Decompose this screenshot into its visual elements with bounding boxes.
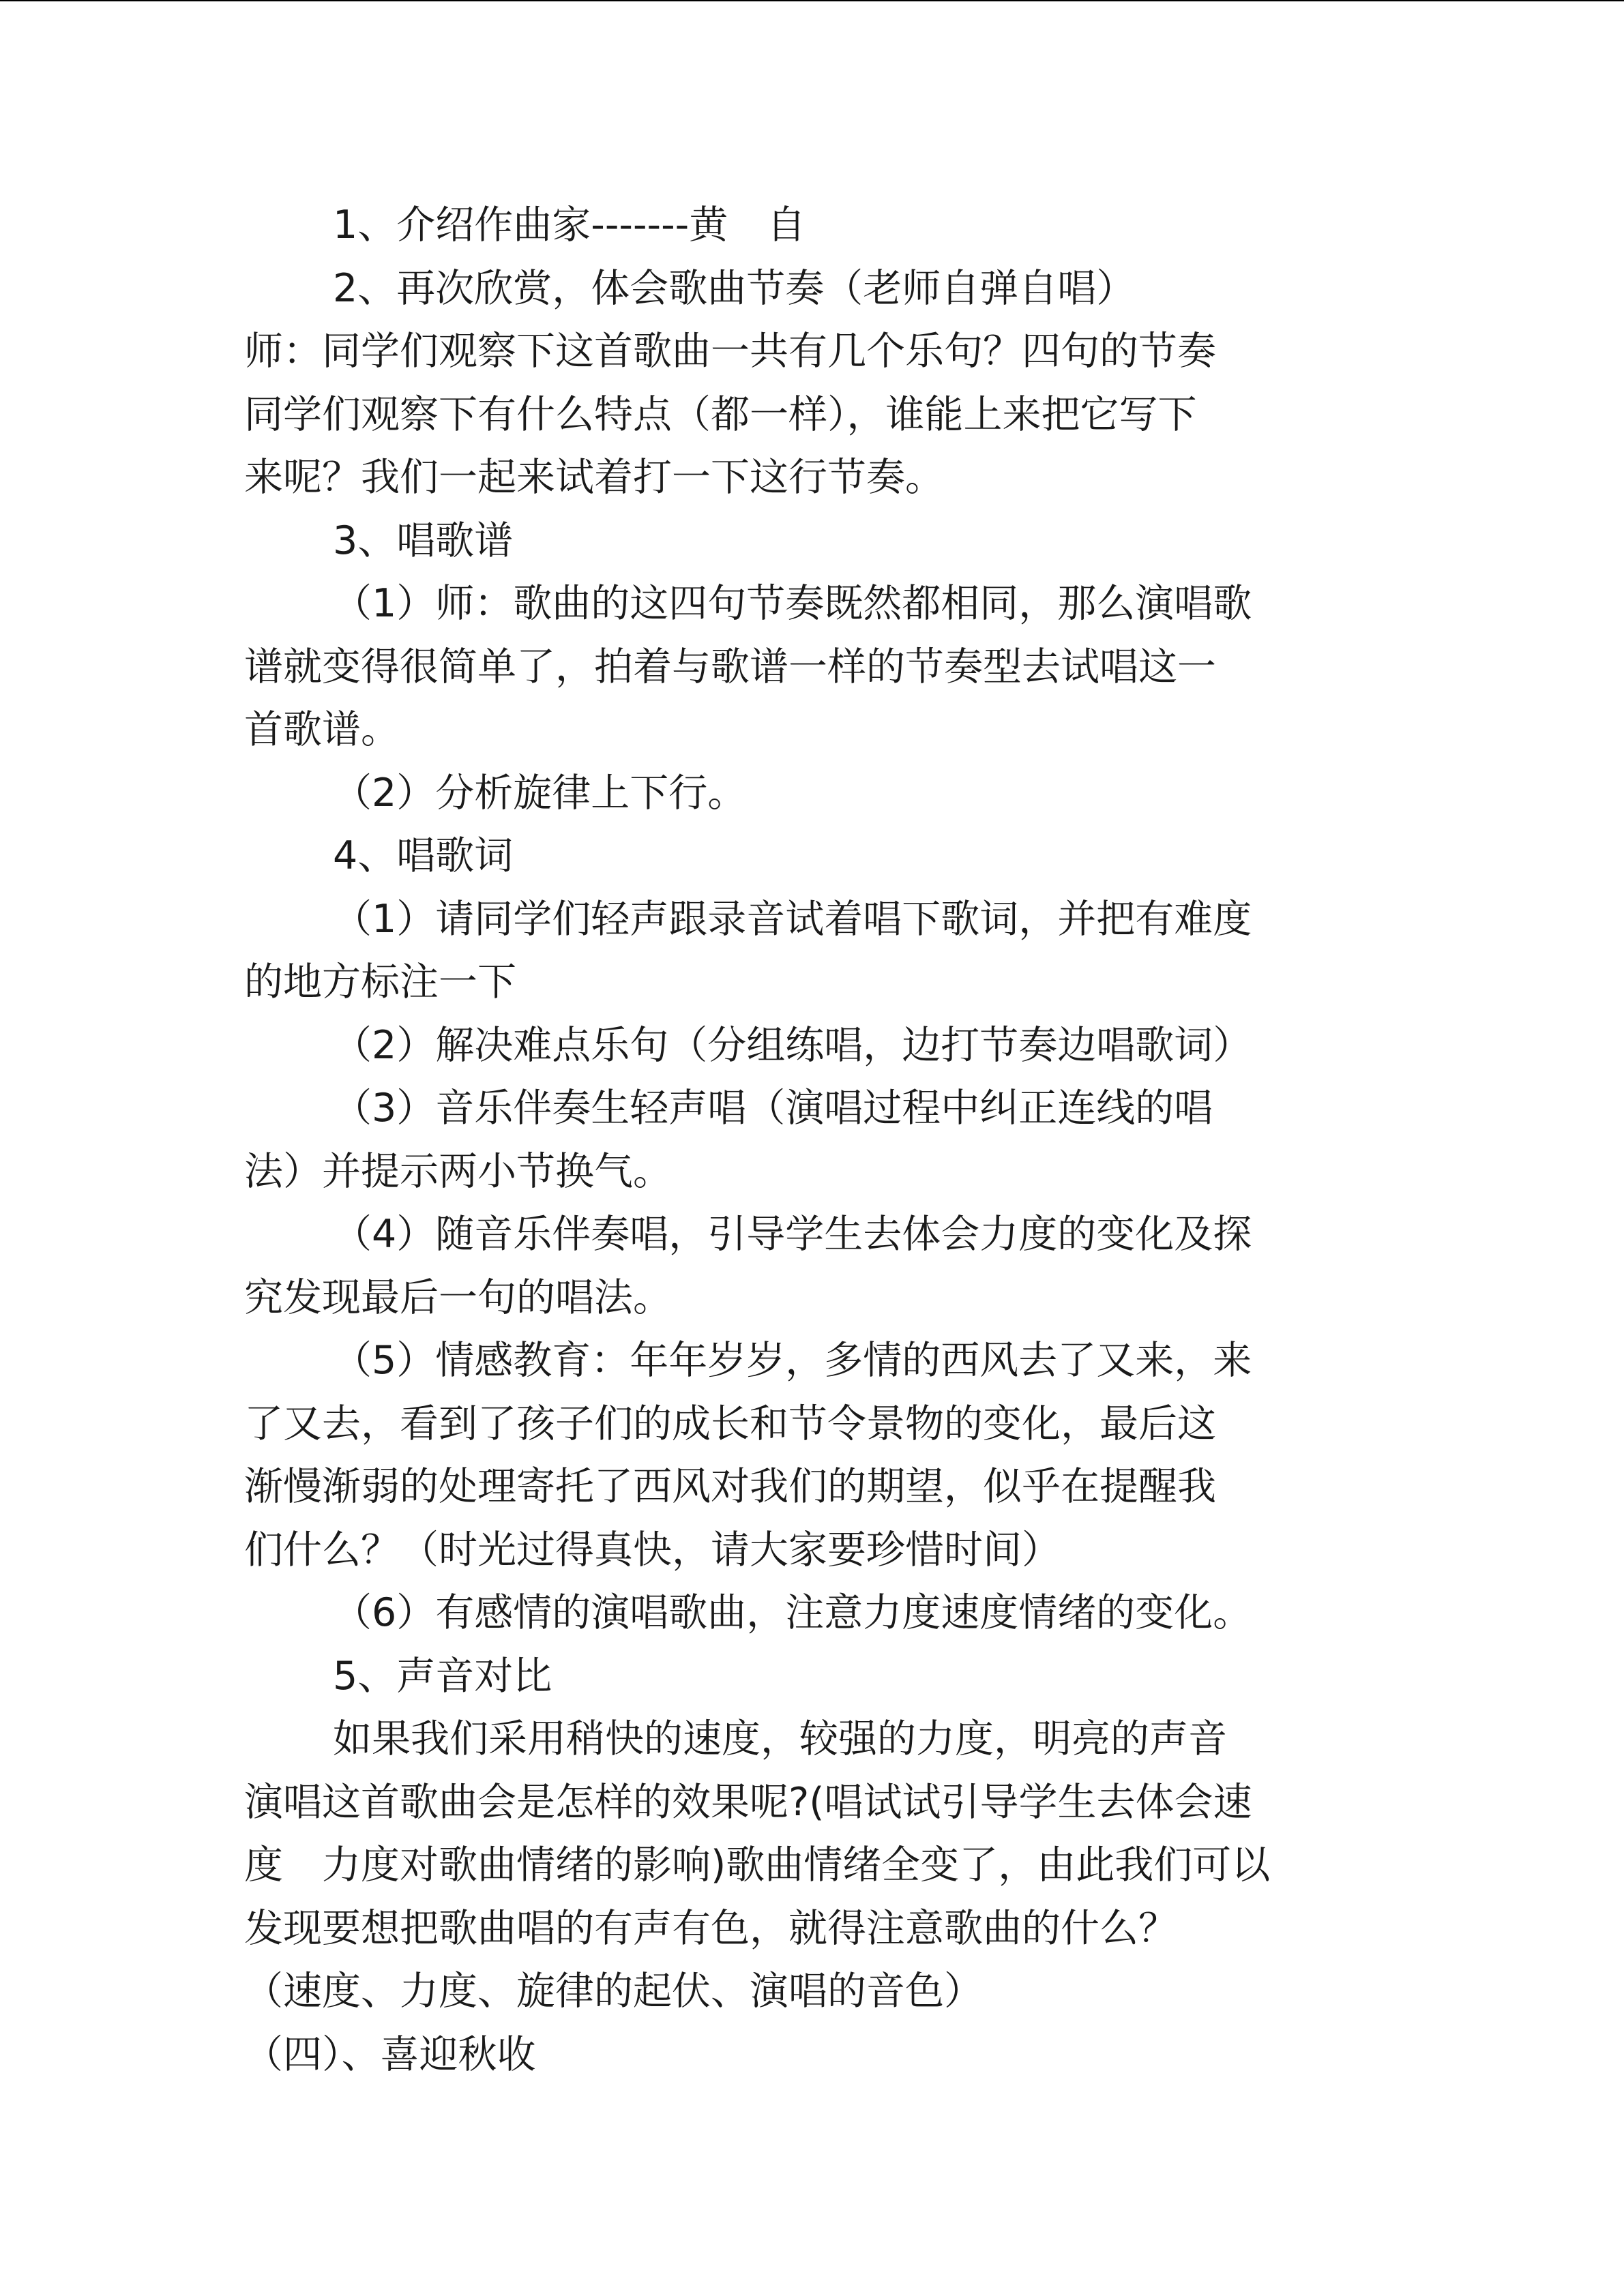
text-line: （2）分析旋律上下行。 (333, 770, 747, 816)
text-line: （5）情感教育：年年岁岁，多情的西风去了又来，来 (333, 1338, 1252, 1383)
text-line: （1）请同学们轻声跟录音试着唱下歌词，并把有难度 (333, 896, 1252, 942)
text-line: 首歌谱。 (244, 707, 400, 752)
text-line: 1、介绍作曲家-------黄 自 (333, 203, 806, 248)
text-line: 同学们观察下有什么特点（都一样），谁能上来把它写下 (244, 391, 1197, 437)
text-line: 渐慢渐弱的处理寄托了西风对我们的期望，似乎在提醒我 (244, 1464, 1216, 1509)
document-body (244, 194, 1417, 2086)
top-border-line (0, 0, 1624, 1)
text-line: （1）师：歌曲的这四句节奏既然都相同，那么演唱歌 (333, 581, 1252, 626)
text-line: （2）解决难点乐句（分组练唱，边打节奏边唱歌词） (333, 1022, 1252, 1068)
text-line: （四）、喜迎秋收 (244, 2031, 536, 2077)
text-line: （速度、力度、旋律的起伏、演唱的音色） (244, 1969, 983, 2014)
text-line: 2、再次欣赏，体会歌曲节奏（老师自弹自唱） (333, 265, 1136, 311)
text-line: 度 力度对歌曲情绪的影响)歌曲情绪全变了，由此我们可以 (244, 1843, 1271, 1888)
text-line: 法）并提示两小节换气。 (244, 1148, 672, 1194)
text-line: 3、唱歌谱 (333, 518, 514, 563)
text-line: （6）有感情的演唱歌曲，注意力度速度情绪的变化。 (333, 1590, 1252, 1635)
text-line: 究发现最后一句的唱法。 (244, 1274, 672, 1320)
text-line: （3）音乐伴奏生轻声唱（演唱过程中纠正连线的唱 (333, 1086, 1213, 1131)
text-line: 发现要想把歌曲唱的有声有色，就得注意歌曲的什么？ (244, 1905, 1177, 1951)
text-line: 谱就变得很简单了，拍着与歌谱一样的节奏型去试唱这一 (244, 644, 1216, 689)
text-line: 5、声音对比 (333, 1653, 552, 1699)
text-line: （4）随音乐伴奏唱，引导学生去体会力度的变化及探 (333, 1212, 1252, 1257)
text-line: 如果我们采用稍快的速度，较强的力度，明亮的声音 (333, 1716, 1227, 1761)
text-line: 的地方标注一下 (244, 959, 516, 1004)
text-line: 来呢？我们一起来试着打一下这行节奏。 (244, 455, 944, 500)
text-line: 师：同学们观察下这首歌曲一共有几个乐句？四句的节奏 (244, 329, 1216, 374)
text-line: 演唱这首歌曲会是怎样的效果呢?(唱试试引导学生去体会速 (244, 1779, 1252, 1825)
text-line: 们什么？（时光过得真快，请大家要珍惜时间） (244, 1527, 1061, 1572)
text-line: 4、唱歌词 (333, 833, 514, 878)
text-line: 了又去，看到了孩子们的成长和节令景物的变化，最后这 (244, 1401, 1216, 1446)
